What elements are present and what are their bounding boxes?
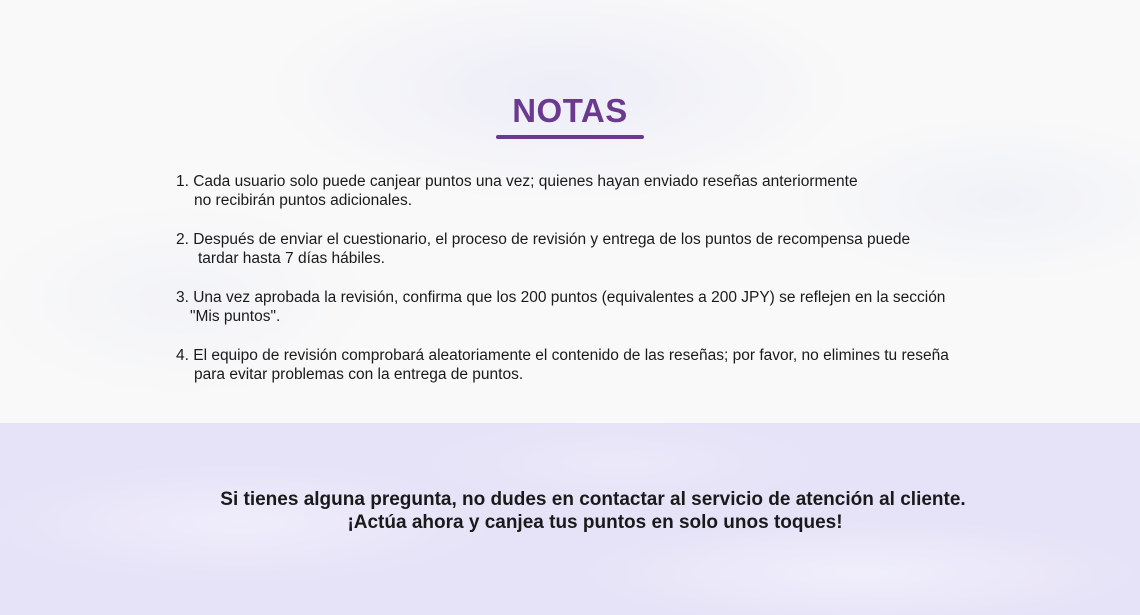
contact-section <box>0 423 1140 615</box>
contact-message <box>0 488 1140 534</box>
note-item-1-line-1: 1. Cada usuario solo puede canjear puntos una vez; quienes hayan enviado reseñas anteriormente <box>176 173 858 190</box>
note-item-2 <box>176 230 1036 268</box>
note-item-3-line-2: "Mis puntos". <box>190 308 281 325</box>
notes-list <box>176 172 1036 404</box>
contact-message-line-1: Si tienes alguna pregunta, no dudes en contactar al servicio de atención al cliente. <box>220 489 966 510</box>
note-item-2-line-2: tardar hasta 7 días hábiles. <box>198 250 385 267</box>
note-item-1-line-2: no recibirán puntos adicionales. <box>194 192 412 209</box>
contact-message-line-2: ¡Actúa ahora y canjea tus puntos en solo unos toques! <box>347 512 843 533</box>
note-item-3 <box>176 288 1036 326</box>
note-item-3-line-1: 3. Una vez aprobada la revisión, confirma que los 200 puntos (equivalentes a 200 JPY) se reflejen en la sección <box>176 289 946 306</box>
note-item-4-line-2: para evitar problemas con la entrega de puntos. <box>194 366 524 383</box>
note-item-4 <box>176 346 1036 384</box>
note-item-1 <box>176 172 1036 210</box>
notes-title: NOTAS <box>512 92 628 129</box>
title-underline <box>496 135 644 139</box>
note-item-2-line-1: 2. Después de enviar el cuestionario, el proceso de revisión y entrega de los puntos de recompensa puede <box>176 231 911 248</box>
note-item-4-line-1: 4. El equipo de revisión comprobará aleatoriamente el contenido de las reseñas; por favor, no elimines tu reseña <box>176 347 949 364</box>
